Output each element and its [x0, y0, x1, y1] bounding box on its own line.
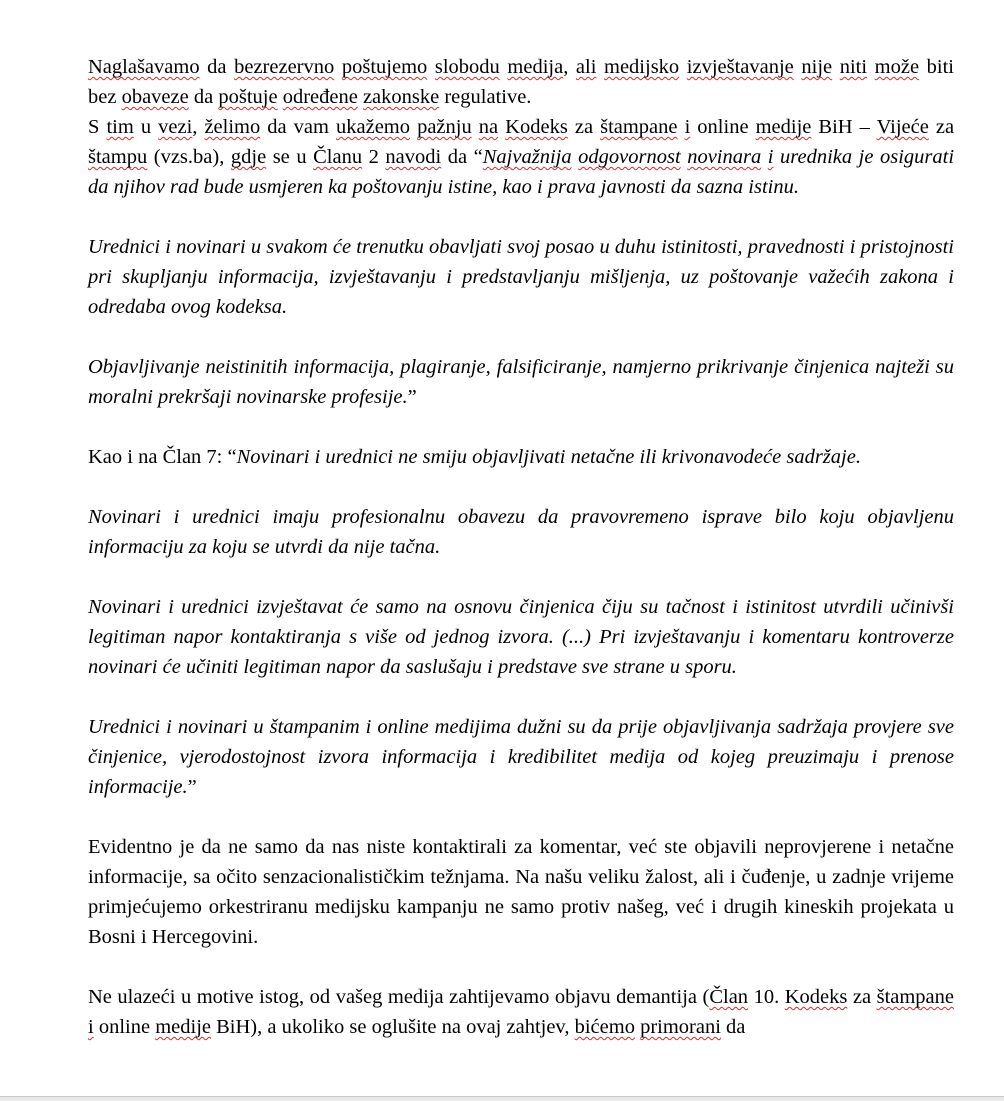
paragraph-spacer: [88, 322, 954, 352]
misspelled-word[interactable]: nije: [801, 56, 833, 78]
paragraph-article-7-intro: [88, 442, 954, 472]
closing-quote: ”: [187, 776, 197, 798]
misspelled-word[interactable]: i: [767, 146, 774, 168]
page-bottom-edge: [0, 1096, 1004, 1101]
paragraph-evident: Evidentno je da ne samo da nas niste kontaktirali za komentar, već ste objavili neprovjerene i netačne informacije, sa očito senzacionalističkim težnjama. Na našu veliku žalost, ali i čuđenje, u zadnje vrijeme primjećujemo orkestriranu medijsku kampanju ne samo protiv našeg, već i drugih kineskih projekata u Bosni i Hercegovini.: [88, 836, 954, 948]
misspelled-word[interactable]: medije: [755, 116, 812, 138]
paragraph-spacer: [88, 202, 954, 232]
paragraph-spacer: [88, 412, 954, 442]
misspelled-word[interactable]: određene: [282, 86, 358, 108]
text-run: Kao i na Član 7: “: [88, 446, 237, 468]
misspelled-word[interactable]: niti: [839, 56, 868, 78]
misspelled-word[interactable]: bezrezervno: [234, 56, 335, 78]
quote-text: Novinari i urednici ne smiju objavljivati netačne ili krivonavodeće sadržaje.: [236, 446, 861, 468]
paragraph-spacer: [88, 562, 954, 592]
misspelled-word[interactable]: obaveze: [121, 86, 189, 108]
text-run: [596, 56, 604, 78]
text-run: [410, 116, 417, 138]
text-run: za: [567, 116, 601, 138]
text-run: [427, 56, 435, 78]
misspelled-word[interactable]: bićemo: [574, 1016, 635, 1038]
quote-text: Urednici i novinari u štampanim i online medijima dužni su da prije objavljivanja sadržaja provjere sve činjenice, vjerodostojnost izvora informacija i kredibilitet medija od kojeg preuzimaju i prenose informacije.: [88, 716, 954, 798]
misspelled-word[interactable]: vezi: [158, 116, 193, 138]
misspelled-word[interactable]: medija: [507, 56, 564, 78]
text-run: ,: [563, 56, 576, 78]
misspelled-word[interactable]: tim: [106, 116, 134, 138]
text-run: da: [199, 56, 235, 78]
text-run: regulative.: [439, 86, 532, 108]
quote-paragraph: [88, 712, 954, 802]
misspelled-word[interactable]: izvještavanje: [686, 56, 794, 78]
text-run: BiH –: [811, 116, 877, 138]
text-run: [679, 56, 687, 78]
text-run: [832, 56, 840, 78]
paragraph-kodeks-article-2: [88, 112, 954, 202]
text-run: Ne ulazeći u motive istog, od vašeg medija zahtijevamo objavu demantija (: [88, 986, 710, 1008]
misspelled-word[interactable]: gdje: [230, 146, 267, 168]
text-run: [472, 116, 479, 138]
text-run: u: [133, 116, 159, 138]
misspelled-word[interactable]: štampane: [600, 116, 678, 138]
misspelled-word[interactable]: Vijeće: [876, 116, 929, 138]
misspelled-word[interactable]: i: [88, 1016, 94, 1038]
text-run: (vzs.ba),: [147, 146, 231, 168]
text-run: online: [690, 116, 756, 138]
paragraph-intro: [88, 52, 954, 112]
misspelled-word[interactable]: primorani: [640, 1016, 721, 1038]
misspelled-word[interactable]: štampu: [88, 146, 148, 168]
misspelled-word[interactable]: poštuje: [218, 86, 278, 108]
misspelled-word[interactable]: slobodu: [434, 56, 500, 78]
text-run: S: [88, 116, 107, 138]
misspelled-word[interactable]: Najvažnija: [482, 146, 572, 168]
text-run: da: [188, 86, 219, 108]
misspelled-word[interactable]: Kodeks: [505, 116, 568, 138]
paragraph-spacer: [88, 682, 954, 712]
misspelled-word[interactable]: ali: [575, 56, 597, 78]
text-run: BiH), a ukoliko se oglušite na ovaj zahtjev,: [211, 1016, 575, 1038]
text-run: [867, 56, 875, 78]
misspelled-word[interactable]: navodi: [385, 146, 442, 168]
text-run: za: [928, 116, 955, 138]
misspelled-word[interactable]: Članu: [313, 146, 363, 168]
text-run: 10.: [748, 986, 785, 1008]
quote-paragraph: [88, 352, 954, 412]
misspelled-word[interactable]: medijsko: [604, 56, 680, 78]
quote-paragraph: Novinari i urednici imaju profesionalnu obavezu da pravovremeno isprave bilo koju objavljenu informaciju za koju se utvrdi da nije tačna.: [88, 506, 954, 558]
paragraph-spacer: [88, 472, 954, 502]
paragraph-spacer: [88, 802, 954, 832]
misspelled-word[interactable]: pažnju: [417, 116, 472, 138]
misspelled-word[interactable]: Član: [709, 986, 749, 1008]
quote-text: Objavljivanje neistinitih informacija, plagiranje, falsificiranje, namjerno prikrivanje činjenica najteži su moralni prekršaji novinarske profesije.: [88, 356, 954, 408]
paragraph-demand: [88, 982, 954, 1042]
text-run: 2: [362, 146, 386, 168]
quote-paragraph: Novinari i urednici izvještavat će samo na osnovu činjenica čiju su tačnost i istinitost utvrdili učinivši legitiman napor kontaktiranja s više od jednog izvora. (...) Pri izvještavanju i komentaru kontroverze novinari će učiniti legitiman napor da saslušaju i predstave sve strane u sporu.: [88, 596, 954, 678]
paragraph-spacer: [88, 952, 954, 982]
text-run: online: [93, 1016, 156, 1038]
misspelled-word[interactable]: Naglašavamo: [88, 56, 200, 78]
text-run: [678, 116, 685, 138]
text-run: biti bez: [88, 56, 955, 108]
misspelled-word[interactable]: može: [874, 56, 920, 78]
misspelled-word[interactable]: poštujemo: [341, 56, 428, 78]
misspelled-word[interactable]: zakonske: [362, 86, 440, 108]
closing-quote: ”: [407, 386, 417, 408]
misspelled-word[interactable]: želimo: [204, 116, 261, 138]
misspelled-word[interactable]: na: [478, 116, 499, 138]
misspelled-word[interactable]: medije: [155, 1016, 211, 1038]
text-run: da vam: [260, 116, 337, 138]
quote-paragraph: Urednici i novinari u svakom će trenutku obavljati svoj posao u duhu istinitosti, pravednosti i pristojnosti pri skupljanju informacija, izvještavanju i predstavljanju mišljenja, uz poštovanje važećih zakona i odredaba ovog kodeksa.: [88, 236, 954, 318]
misspelled-word[interactable]: i: [684, 116, 691, 138]
misspelled-word[interactable]: ukažemo: [336, 116, 411, 138]
text-run: se u: [266, 146, 314, 168]
text-run: ,: [192, 116, 205, 138]
misspelled-word[interactable]: Kodeks: [784, 986, 848, 1008]
misspelled-word[interactable]: štampane: [876, 986, 955, 1008]
misspelled-word[interactable]: novinara: [687, 146, 762, 168]
text-run: [334, 56, 342, 78]
text-run: za: [847, 986, 877, 1008]
document-page: [88, 52, 954, 1042]
misspelled-word[interactable]: odgovornost: [578, 146, 681, 168]
text-run: urednika je osigurati da njihov rad bude usmjeren ka poštovanju istine, kao i prava javnosti da sazna istinu.: [88, 146, 955, 198]
text-run: da “: [441, 146, 483, 168]
text-run: da: [720, 1016, 746, 1038]
